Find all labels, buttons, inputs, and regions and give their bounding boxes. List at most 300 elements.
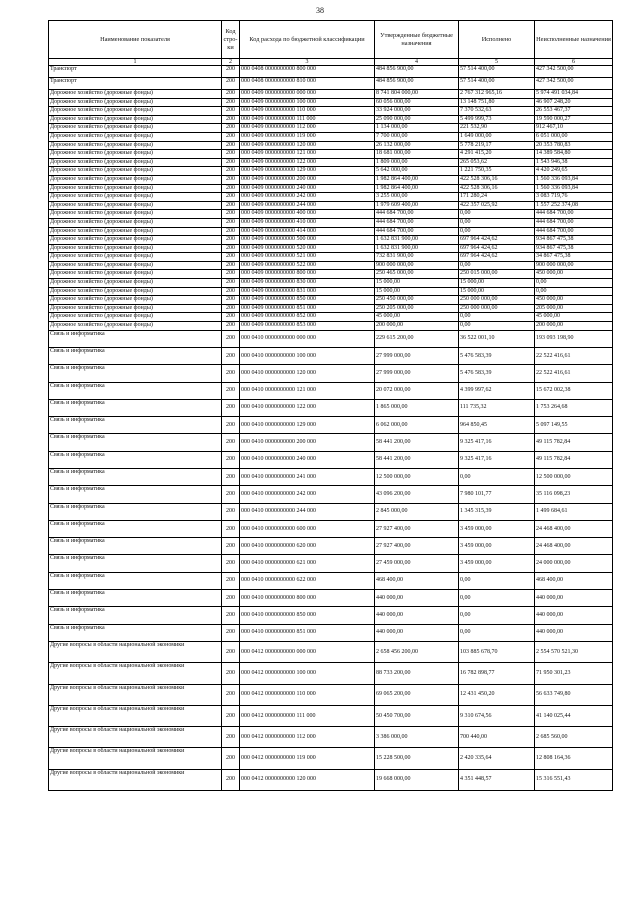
row-line-code: 200 [222,520,240,537]
row-unexecuted: 5 097 149,55 [535,417,613,434]
row-name: Дорожное хозяйство (дорожные фонды) [49,132,222,141]
row-line-code: 200 [222,287,240,296]
row-name: Связь и информатика [49,607,222,624]
row-approved: 88 733 200,00 [375,663,459,684]
table-row [49,555,613,572]
row-name: Связь и информатика [49,503,222,520]
row-line-code: 200 [222,279,240,288]
column-number-row [49,59,613,66]
row-unexecuted: 3 083 719,76 [535,193,613,202]
row-line-code: 200 [222,624,240,641]
table-row [49,451,613,468]
row-executed: 0,00 [459,322,535,331]
row-approved: 440 000,00 [375,607,459,624]
row-line-code: 200 [222,253,240,262]
row-approved: 19 668 000,00 [375,769,459,790]
row-unexecuted: 35 116 098,23 [535,486,613,503]
row-budget-code: 000 0410 0000000000 122 000 [240,399,375,416]
row-approved: 20 072 000,00 [375,382,459,399]
row-unexecuted: 15 672 002,38 [535,382,613,399]
row-line-code: 200 [222,227,240,236]
row-approved: 27 459 000,00 [375,555,459,572]
table-row [49,287,613,296]
row-line-code: 200 [222,434,240,451]
row-line-code: 200 [222,590,240,607]
row-name: Дорожное хозяйство (дорожные фонды) [49,124,222,133]
row-approved: 1 632 831 900,00 [375,244,459,253]
row-unexecuted: 2 685 560,00 [535,727,613,748]
row-approved: 229 615 200,00 [375,330,459,347]
row-budget-code: 000 0410 0000000000 000 000 [240,330,375,347]
table-row [49,727,613,748]
row-approved: 250 465 000,00 [375,270,459,279]
row-budget-code: 000 0409 0000000000 410 000 [240,218,375,227]
row-executed: 422 357 025,92 [459,201,535,210]
row-budget-code: 000 0409 0000000000 119 000 [240,132,375,141]
table-row [49,469,613,486]
row-approved: 69 065 200,00 [375,684,459,705]
row-name: Дорожное хозяйство (дорожные фонды) [49,279,222,288]
row-unexecuted: 22 522 416,61 [535,365,613,382]
row-approved: 3 386 000,00 [375,727,459,748]
row-name: Дорожное хозяйство (дорожные фонды) [49,244,222,253]
row-name: Дорожное хозяйство (дорожные фонды) [49,90,222,99]
row-unexecuted: 5 974 491 034,84 [535,90,613,99]
row-line-code: 200 [222,503,240,520]
row-line-code: 200 [222,469,240,486]
row-unexecuted: 49 115 782,84 [535,434,613,451]
row-approved: 25 090 000,00 [375,115,459,124]
row-executed: 4 351 448,57 [459,769,535,790]
table-row [49,193,613,202]
row-unexecuted: 1 753 264,68 [535,399,613,416]
row-unexecuted: 1 499 684,61 [535,503,613,520]
row-unexecuted: 934 867 475,38 [535,244,613,253]
row-budget-code: 000 0410 0000000000 600 000 [240,520,375,537]
row-line-code: 200 [222,641,240,662]
row-approved: 444 684 700,00 [375,218,459,227]
row-approved: 15 228 500,00 [375,748,459,769]
row-name: Дорожное хозяйство (дорожные фонды) [49,227,222,236]
row-name: Дорожное хозяйство (дорожные фонды) [49,218,222,227]
row-executed: 1 649 000,00 [459,132,535,141]
row-unexecuted: 444 684 700,00 [535,210,613,219]
row-unexecuted: 193 093 198,90 [535,330,613,347]
table-row [49,590,613,607]
row-name: Другие вопросы в области национальной экономики [49,705,222,726]
table-row [49,399,613,416]
row-executed: 111 735,32 [459,399,535,416]
row-approved: 444 684 700,00 [375,227,459,236]
row-approved: 1 982 864 400,00 [375,184,459,193]
table-row [49,748,613,769]
row-unexecuted: 900 000 000,00 [535,261,613,270]
row-executed: 9 325 417,16 [459,434,535,451]
row-name: Связь и информатика [49,590,222,607]
table-row [49,253,613,262]
row-line-code: 200 [222,261,240,270]
row-approved: 3 255 000,00 [375,193,459,202]
row-name: Другие вопросы в области национальной экономики [49,641,222,662]
row-executed: 697 964 424,62 [459,253,535,262]
table-row [49,304,613,313]
row-executed: 16 782 898,77 [459,663,535,684]
row-budget-code: 000 0409 0000000000 122 000 [240,158,375,167]
row-budget-code: 000 0409 0000000000 850 000 [240,296,375,305]
row-budget-code: 000 0409 0000000000 200 000 [240,175,375,184]
row-line-code: 200 [222,330,240,347]
row-budget-code: 000 0410 0000000000 851 000 [240,624,375,641]
row-approved: 43 096 200,00 [375,486,459,503]
row-line-code: 200 [222,244,240,253]
row-unexecuted: 20 353 780,83 [535,141,613,150]
table-row [49,150,613,159]
row-executed: 250 000 000,00 [459,296,535,305]
row-budget-code: 000 0410 0000000000 242 000 [240,486,375,503]
row-budget-code: 000 0409 0000000000 800 000 [240,270,375,279]
row-executed: 0,00 [459,313,535,322]
row-name: Дорожное хозяйство (дорожные фонды) [49,175,222,184]
row-name: Другие вопросы в области национальной экономики [49,684,222,705]
row-name: Связь и информатика [49,347,222,364]
row-budget-code: 000 0412 0000000000 112 000 [240,727,375,748]
row-name: Связь и информатика [49,486,222,503]
row-line-code: 200 [222,98,240,107]
table-row [49,175,613,184]
row-unexecuted: 1 557 252 374,08 [535,201,613,210]
row-line-code: 200 [222,175,240,184]
row-approved: 468 400,00 [375,572,459,589]
table-header-row [49,21,613,59]
row-approved: 58 441 200,00 [375,434,459,451]
row-line-code: 200 [222,417,240,434]
row-name: Дорожное хозяйство (дорожные фонды) [49,304,222,313]
table-row [49,141,613,150]
row-executed: 697 964 424,62 [459,244,535,253]
table-row [49,417,613,434]
row-approved: 27 927 400,00 [375,520,459,537]
row-budget-code: 000 0409 0000000000 521 000 [240,253,375,262]
table-row [49,98,613,107]
row-executed: 0,00 [459,469,535,486]
table-row [49,684,613,705]
row-executed: 15 000,00 [459,279,535,288]
row-executed: 0,00 [459,572,535,589]
table-row [49,78,613,90]
row-name: Дорожное хозяйство (дорожные фонды) [49,261,222,270]
table-row [49,279,613,288]
row-executed: 12 431 450,20 [459,684,535,705]
table-row [49,132,613,141]
table-row [49,538,613,555]
row-unexecuted: 15 316 551,43 [535,769,613,790]
table-row [49,184,613,193]
row-approved: 26 132 000,00 [375,141,459,150]
row-budget-code: 000 0410 0000000000 800 000 [240,590,375,607]
table-row [49,210,613,219]
row-name: Дорожное хозяйство (дорожные фонды) [49,287,222,296]
row-line-code: 200 [222,399,240,416]
row-line-code: 200 [222,184,240,193]
row-unexecuted: 444 684 700,00 [535,227,613,236]
row-name: Связь и информатика [49,469,222,486]
row-unexecuted: 4 420 249,65 [535,167,613,176]
row-budget-code: 000 0410 0000000000 100 000 [240,347,375,364]
row-name: Связь и информатика [49,572,222,589]
table-row [49,330,613,347]
row-executed: 9 310 674,56 [459,705,535,726]
row-name: Связь и информатика [49,382,222,399]
row-executed: 0,00 [459,210,535,219]
table-row [49,313,613,322]
table-row [49,434,613,451]
row-line-code: 200 [222,150,240,159]
row-approved: 1 134 000,00 [375,124,459,133]
row-budget-code: 000 0410 0000000000 200 000 [240,434,375,451]
row-unexecuted: 34 867 475,38 [535,253,613,262]
row-approved: 484 856 900,00 [375,78,459,90]
row-approved: 45 000,00 [375,313,459,322]
column-number: 1 [49,59,222,66]
row-executed: 700 440,00 [459,727,535,748]
row-approved: 15 000,00 [375,287,459,296]
row-name: Дорожное хозяйство (дорожные фонды) [49,201,222,210]
row-approved: 2 845 000,00 [375,503,459,520]
row-unexecuted: 440 000,00 [535,607,613,624]
column-number: 2 [222,59,240,66]
row-budget-code: 000 0409 0000000000 120 000 [240,141,375,150]
row-executed: 422 528 306,16 [459,184,535,193]
row-unexecuted: 440 000,00 [535,624,613,641]
row-name: Связь и информатика [49,365,222,382]
row-line-code: 200 [222,555,240,572]
row-unexecuted: 19 590 000,27 [535,115,613,124]
row-budget-code: 000 0412 0000000000 111 000 [240,705,375,726]
row-budget-code: 000 0409 0000000000 244 000 [240,201,375,210]
row-unexecuted: 45 000,00 [535,313,613,322]
row-budget-code: 000 0409 0000000000 830 000 [240,279,375,288]
row-budget-code: 000 0409 0000000000 000 000 [240,90,375,99]
row-name: Дорожное хозяйство (дорожные фонды) [49,107,222,116]
row-unexecuted: 1 543 946,38 [535,158,613,167]
row-budget-code: 000 0410 0000000000 621 000 [240,555,375,572]
row-budget-code: 000 0410 0000000000 620 000 [240,538,375,555]
row-line-code: 200 [222,365,240,382]
row-executed: 1 221 750,35 [459,167,535,176]
table-row [49,66,613,78]
row-budget-code: 000 0410 0000000000 850 000 [240,607,375,624]
row-line-code: 200 [222,684,240,705]
row-unexecuted: 22 522 416,61 [535,347,613,364]
row-executed: 221 532,90 [459,124,535,133]
row-line-code: 200 [222,141,240,150]
table-row [49,769,613,790]
table-row [49,218,613,227]
table-row [49,167,613,176]
row-approved: 732 831 900,00 [375,253,459,262]
row-name: Дорожное хозяйство (дорожные фонды) [49,296,222,305]
row-unexecuted: 14 389 584,80 [535,150,613,159]
row-name: Связь и информатика [49,538,222,555]
row-unexecuted: 205 000,00 [535,304,613,313]
row-budget-code: 000 0410 0000000000 241 000 [240,469,375,486]
row-executed: 0,00 [459,218,535,227]
row-budget-code: 000 0409 0000000000 100 000 [240,98,375,107]
table-row [49,322,613,331]
row-approved: 12 500 000,00 [375,469,459,486]
row-name: Связь и информатика [49,417,222,434]
row-executed: 422 528 306,16 [459,175,535,184]
row-approved: 484 856 900,00 [375,66,459,78]
row-unexecuted: 12 808 164,36 [535,748,613,769]
row-name: Дорожное хозяйство (дорожные фонды) [49,150,222,159]
row-line-code: 200 [222,538,240,555]
row-budget-code: 000 0412 0000000000 120 000 [240,769,375,790]
row-unexecuted: 0,00 [535,287,613,296]
table-row [49,607,613,624]
row-approved: 50 450 700,00 [375,705,459,726]
row-unexecuted: 24 468 400,00 [535,538,613,555]
row-executed: 0,00 [459,607,535,624]
row-approved: 900 000 000,00 [375,261,459,270]
row-executed: 3 459 000,00 [459,538,535,555]
row-executed: 0,00 [459,590,535,607]
row-line-code: 200 [222,451,240,468]
row-unexecuted: 1 560 336 093,84 [535,175,613,184]
row-line-code: 200 [222,486,240,503]
row-unexecuted: 24 468 400,00 [535,520,613,537]
row-executed: 1 345 315,39 [459,503,535,520]
row-line-code: 200 [222,727,240,748]
column-number: 4 [375,59,459,66]
row-name: Другие вопросы в области национальной экономики [49,748,222,769]
row-approved: 1 632 831 900,00 [375,236,459,245]
row-unexecuted: 427 342 500,00 [535,66,613,78]
row-unexecuted: 71 950 301,23 [535,663,613,684]
row-name: Транспорт [49,66,222,78]
row-executed: 3 459 000,00 [459,520,535,537]
row-unexecuted: 450 000,00 [535,296,613,305]
row-unexecuted: 41 140 025,44 [535,705,613,726]
table-row [49,201,613,210]
row-name: Дорожное хозяйство (дорожные фонды) [49,158,222,167]
row-name: Дорожное хозяйство (дорожные фонды) [49,253,222,262]
row-approved: 15 000,00 [375,279,459,288]
row-budget-code: 000 0409 0000000000 400 000 [240,210,375,219]
row-name: Связь и информатика [49,624,222,641]
row-line-code: 200 [222,304,240,313]
table-row [49,503,613,520]
row-line-code: 200 [222,705,240,726]
row-unexecuted: 450 000,00 [535,270,613,279]
row-name: Дорожное хозяйство (дорожные фонды) [49,98,222,107]
row-executed: 697 964 424,62 [459,236,535,245]
table-row [49,520,613,537]
row-executed: 2 767 312 965,16 [459,90,535,99]
table-row [49,124,613,133]
row-approved: 33 924 000,00 [375,107,459,116]
row-approved: 5 642 000,00 [375,167,459,176]
table-body [49,66,613,791]
row-budget-code: 000 0409 0000000000 110 000 [240,107,375,116]
row-executed: 265 053,62 [459,158,535,167]
row-executed: 250 015 000,00 [459,270,535,279]
table-row [49,90,613,99]
row-approved: 444 684 700,00 [375,210,459,219]
table-row [49,261,613,270]
row-executed: 5 499 999,73 [459,115,535,124]
row-approved: 1 809 000,00 [375,158,459,167]
row-budget-code: 000 0410 0000000000 121 000 [240,382,375,399]
table-row [49,624,613,641]
row-budget-code: 000 0412 0000000000 000 000 [240,641,375,662]
row-name: Дорожное хозяйство (дорожные фонды) [49,184,222,193]
row-approved: 60 056 000,00 [375,98,459,107]
header-name: Наименование показателя [49,21,222,59]
table-row [49,705,613,726]
row-unexecuted: 12 500 000,00 [535,469,613,486]
row-line-code: 200 [222,107,240,116]
row-approved: 2 658 456 200,00 [375,641,459,662]
row-approved: 1 865 000,00 [375,399,459,416]
row-budget-code: 000 0412 0000000000 110 000 [240,684,375,705]
row-executed: 5 778 219,17 [459,141,535,150]
table-row [49,641,613,662]
row-line-code: 200 [222,66,240,78]
table-row [49,227,613,236]
row-executed: 4 399 997,62 [459,382,535,399]
row-line-code: 200 [222,167,240,176]
row-unexecuted: 440 000,00 [535,590,613,607]
row-approved: 250 205 000,00 [375,304,459,313]
row-approved: 27 999 000,00 [375,365,459,382]
row-unexecuted: 934 867 475,38 [535,236,613,245]
row-budget-code: 000 0412 0000000000 100 000 [240,663,375,684]
row-name: Связь и информатика [49,520,222,537]
row-name: Другие вопросы в области национальной экономики [49,769,222,790]
table-row [49,107,613,116]
row-name: Дорожное хозяйство (дорожные фонды) [49,167,222,176]
row-executed: 2 420 335,64 [459,748,535,769]
row-line-code: 200 [222,663,240,684]
row-budget-code: 000 0409 0000000000 520 000 [240,244,375,253]
row-line-code: 200 [222,210,240,219]
row-executed: 0,00 [459,261,535,270]
row-unexecuted: 912 467,10 [535,124,613,133]
row-budget-code: 000 0410 0000000000 120 000 [240,365,375,382]
row-executed: 7 980 101,77 [459,486,535,503]
row-executed: 5 476 583,39 [459,347,535,364]
row-budget-code: 000 0409 0000000000 522 000 [240,261,375,270]
row-approved: 58 441 200,00 [375,451,459,468]
row-line-code: 200 [222,313,240,322]
row-name: Дорожное хозяйство (дорожные фонды) [49,141,222,150]
row-unexecuted: 468 400,00 [535,572,613,589]
row-line-code: 200 [222,769,240,790]
row-approved: 18 681 000,00 [375,150,459,159]
table-row [49,115,613,124]
row-budget-code: 000 0410 0000000000 244 000 [240,503,375,520]
row-executed: 13 148 751,80 [459,98,535,107]
table-row [49,382,613,399]
budget-execution-table [48,20,613,791]
row-unexecuted: 49 115 782,84 [535,451,613,468]
row-executed: 171 280,24 [459,193,535,202]
page-number: 38 [316,6,324,15]
row-line-code: 200 [222,572,240,589]
row-executed: 4 291 415,20 [459,150,535,159]
row-approved: 1 979 609 400,00 [375,201,459,210]
